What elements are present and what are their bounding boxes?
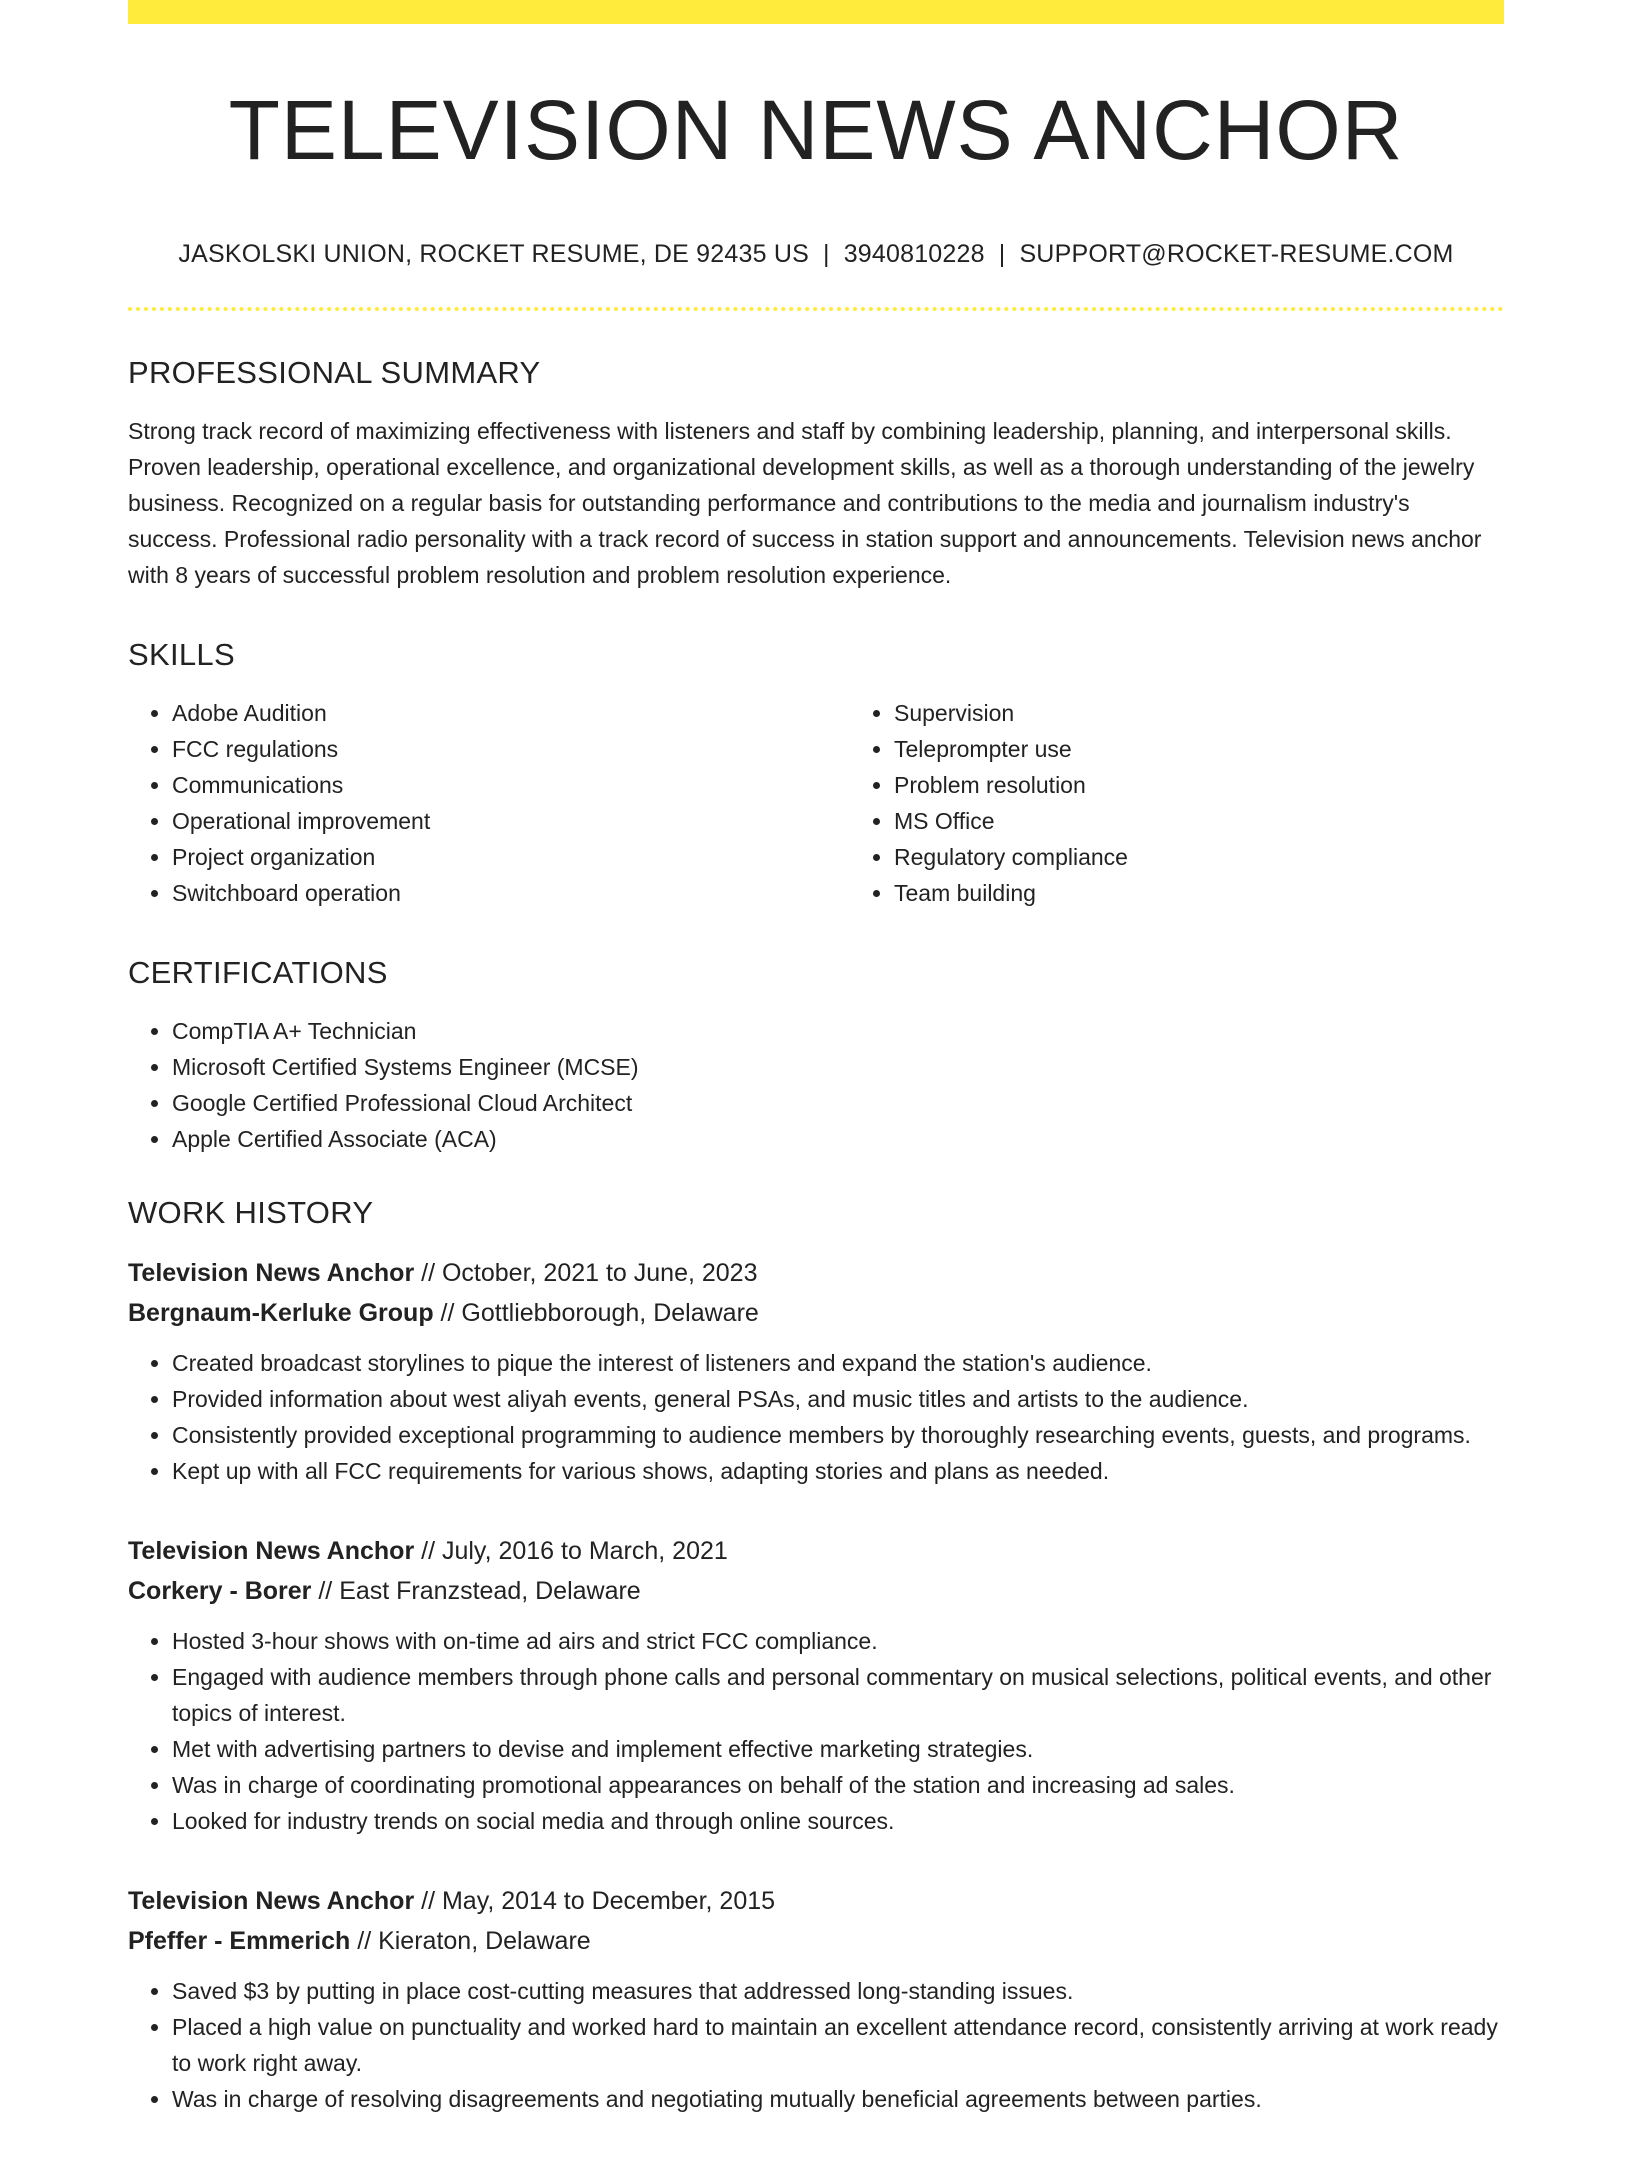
certification-item: • Apple Certified Associate (ACA) — [172, 1121, 1504, 1157]
job-company-line — [128, 1571, 1504, 1611]
job-dates: // July, 2016 to March, 2021 — [414, 1537, 728, 1566]
job-bullet: • Met with advertising partners to devise and implement effective marketing strategies. — [172, 1731, 1504, 1767]
contact-separator: | — [822, 240, 830, 269]
contact-separator: | — [998, 240, 1006, 269]
job-entry — [128, 1881, 1504, 2117]
job-bullet: • Provided information about west aliyah events, general PSAs, and music titles and artists to the audience. — [172, 1381, 1504, 1417]
certifications-list — [128, 1013, 1504, 1157]
skill-item: • Teleprompter use — [894, 731, 1572, 767]
skill-item: • Communications — [172, 767, 850, 803]
skill-item: • Switchboard operation — [172, 875, 850, 911]
skill-item: • Adobe Audition — [172, 695, 850, 731]
skill-item: • MS Office — [894, 803, 1572, 839]
job-dates: // October, 2021 to June, 2023 — [414, 1259, 758, 1288]
contact-address: JASKOLSKI UNION, ROCKET RESUME, DE 92435 US — [178, 240, 809, 269]
contact-line — [128, 240, 1504, 269]
job-title: Television News Anchor — [128, 1887, 415, 1916]
accent-top-bar — [128, 0, 1504, 24]
work-history-section — [128, 1195, 1504, 2117]
contact-phone: 3940810228 — [843, 240, 985, 269]
job-title: Television News Anchor — [128, 1537, 415, 1566]
skill-item: • Operational improvement — [172, 803, 850, 839]
summary-section — [128, 355, 1504, 593]
job-company: Corkery - Borer — [128, 1577, 312, 1606]
skills-list-left — [128, 695, 850, 911]
job-company-line — [128, 1921, 1504, 1961]
job-bullet: • Saved $3 by putting in place cost-cutting measures that addressed long-standing issues. — [172, 1973, 1504, 2009]
skill-item: • Supervision — [894, 695, 1572, 731]
skills-section — [128, 637, 1504, 911]
job-title-line — [128, 1253, 1504, 1293]
job-location: // Gottliebborough, Delaware — [433, 1299, 759, 1328]
certification-item: • Microsoft Certified Systems Engineer (MCSE) — [172, 1049, 1504, 1085]
summary-text: Strong track record of maximizing effectiveness with listeners and staff by combining leadership, planning, and interpersonal skills. Proven leadership, operational excellence, and organizational development skills, as well as a thorough understanding of the jewelry business. Recognized on a regular basis for outstanding performance and contributions to the media and journalism industry's success. Professional radio personality with a track record of success in station support and announcements. Television news anchor with 8 years of successful problem resolution and problem resolution experience. — [128, 418, 1482, 589]
skill-item: • Problem resolution — [894, 767, 1572, 803]
skills-heading: SKILLS — [128, 637, 235, 673]
job-bullet: • Kept up with all FCC requirements for various shows, adapting stories and plans as needed. — [172, 1453, 1504, 1489]
job-company: Bergnaum-Kerluke Group — [128, 1299, 434, 1328]
job-bullet: • Engaged with audience members through phone calls and personal commentary on musical selections, political events, and other topics of interest. — [172, 1659, 1504, 1731]
certification-item: • Google Certified Professional Cloud Architect — [172, 1085, 1504, 1121]
job-location: // Kieraton, Delaware — [350, 1927, 591, 1956]
certifications-section — [128, 955, 1504, 1157]
skills-grid — [128, 695, 1504, 911]
job-bullet: • Was in charge of resolving disagreements and negotiating mutually beneficial agreements between parties. — [172, 2081, 1504, 2117]
skill-item: • Team building — [894, 875, 1572, 911]
job-bullets — [128, 1345, 1504, 1489]
job-entry — [128, 1253, 1504, 1489]
contact-email: SUPPORT@ROCKET-RESUME.COM — [1019, 240, 1454, 269]
resume-title: TELEVISION NEWS ANCHOR — [228, 83, 1404, 177]
skill-item: • FCC regulations — [172, 731, 850, 767]
job-bullet: • Created broadcast storylines to pique the interest of listeners and expand the station's audience. — [172, 1345, 1504, 1381]
job-company: Pfeffer - Emmerich — [128, 1927, 351, 1956]
job-bullet: • Hosted 3-hour shows with on-time ad airs and strict FCC compliance. — [172, 1623, 1504, 1659]
skill-item: • Project organization — [172, 839, 850, 875]
job-company-line — [128, 1293, 1504, 1333]
certifications-heading: CERTIFICATIONS — [128, 955, 388, 991]
job-bullet: • Consistently provided exceptional programming to audience members by thoroughly researching events, guests, and programs. — [172, 1417, 1504, 1453]
work-history-heading: WORK HISTORY — [128, 1195, 374, 1231]
job-location: // East Franzstead, Delaware — [311, 1577, 641, 1606]
skills-list-right — [850, 695, 1572, 911]
dotted-divider — [128, 307, 1504, 311]
certification-item: • CompTIA A+ Technician — [172, 1013, 1504, 1049]
job-title: Television News Anchor — [128, 1259, 415, 1288]
job-title-line — [128, 1881, 1504, 1921]
skill-item: • Regulatory compliance — [894, 839, 1572, 875]
job-entry — [128, 1531, 1504, 1839]
resume-page — [128, 0, 1504, 2159]
job-title-line — [128, 1531, 1504, 1571]
summary-heading: PROFESSIONAL SUMMARY — [128, 355, 541, 391]
job-bullet: • Looked for industry trends on social media and through online sources. — [172, 1803, 1504, 1839]
job-bullet: • Was in charge of coordinating promotional appearances on behalf of the station and increasing ad sales. — [172, 1767, 1504, 1803]
job-bullets — [128, 1623, 1504, 1839]
job-bullets — [128, 1973, 1504, 2117]
job-dates: // May, 2014 to December, 2015 — [414, 1887, 776, 1916]
job-bullet: • Placed a high value on punctuality and worked hard to maintain an excellent attendance record, consistently arriving at work ready to work right away. — [172, 2009, 1504, 2081]
